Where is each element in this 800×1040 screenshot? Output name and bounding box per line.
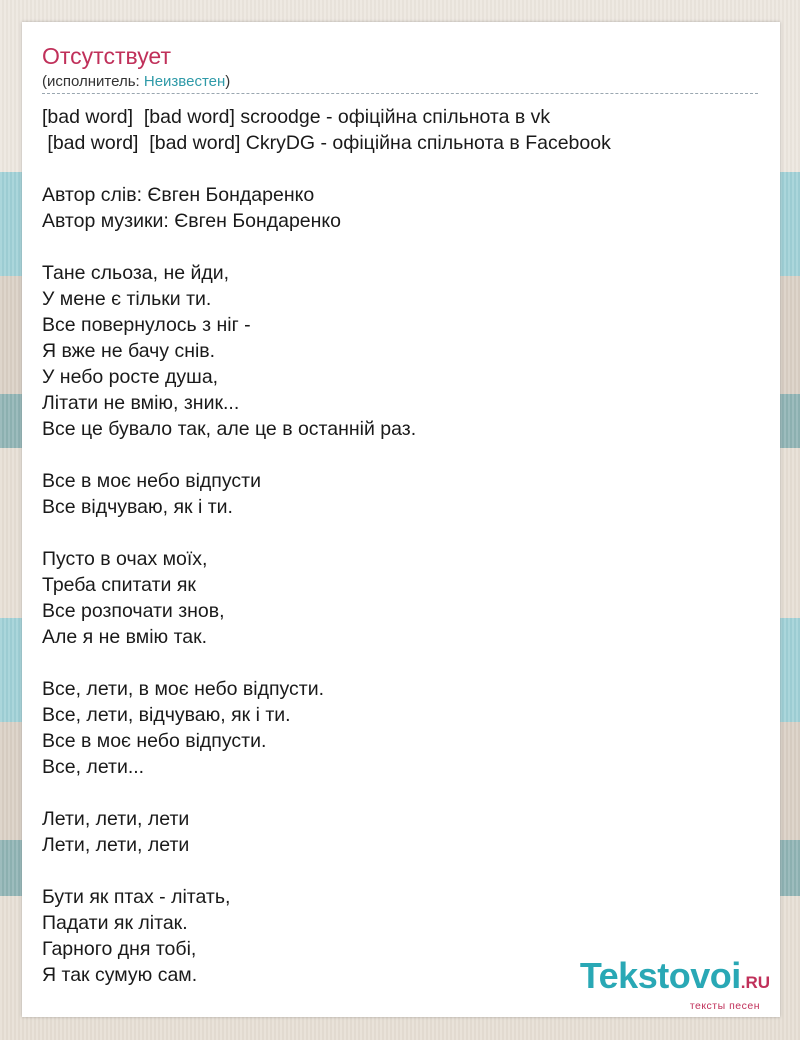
- lyric-blank-line: [42, 780, 762, 806]
- artist-prefix: (исполнитель:: [42, 73, 144, 90]
- lyric-line: Все, лети, відчуваю, як і ти.: [42, 704, 291, 726]
- lyric-line: Лети, лети, лети: [42, 808, 190, 830]
- lyric-line: Я так сумую сам.: [42, 964, 198, 986]
- lyric-line: Треба спитати як: [42, 574, 196, 596]
- artist-suffix: ): [225, 73, 231, 90]
- lyric-line: Автор музики: Євген Бондаренко: [42, 210, 342, 232]
- lyric-blank-line: [42, 234, 762, 260]
- lyric-line: Я вже не бачу снів.: [42, 340, 216, 362]
- logo-name: Tekstovoi: [579, 955, 741, 996]
- lyric-line: Автор слів: Євген Бондаренко: [42, 184, 315, 206]
- lyric-blank-line: [42, 156, 762, 182]
- lyric-line: Падати як літак.: [42, 912, 188, 934]
- artist-line: [42, 73, 230, 90]
- lyrics-text: [42, 104, 762, 988]
- lyric-line: Все розпочати знов,: [42, 600, 225, 622]
- lyric-blank-line: [42, 442, 762, 468]
- lyric-blank-line: [42, 650, 762, 676]
- artist-link[interactable]: Неизвестен: [143, 73, 226, 90]
- logo-tld: .RU: [740, 973, 770, 992]
- lyric-line: [bad word] [bad word] CkryDG - офіційна спільнота в Facebook: [42, 132, 611, 154]
- lyric-line: Все, лети, в моє небо відпусти.: [42, 678, 325, 700]
- site-logo[interactable]: [580, 955, 770, 997]
- lyric-line: Літати не вмію, зник...: [42, 392, 240, 414]
- song-title: Отсутствует: [42, 43, 171, 69]
- dashed-divider: [42, 93, 758, 94]
- lyric-line: Тане сльоза, не йди,: [42, 262, 230, 284]
- lyric-line: Бути як птах - літать,: [42, 886, 231, 908]
- lyric-line: У мене є тільки ти.: [42, 288, 212, 310]
- lyric-line: Гарного дня тобі,: [42, 938, 197, 960]
- lyric-line: Лети, лети, лети: [42, 834, 190, 856]
- lyric-line: Все повернулось з ніг -: [42, 314, 251, 336]
- lyric-line: [bad word] [bad word] scroodge - офіційна спільнота в vk: [42, 106, 551, 128]
- logo-tagline: тексты песен: [689, 1000, 760, 1012]
- lyric-blank-line: [42, 858, 762, 884]
- lyric-line: Пусто в очах моїх,: [42, 548, 208, 570]
- lyric-line: Все в моє небо відпусти: [42, 470, 261, 492]
- lyric-blank-line: [42, 520, 762, 546]
- lyric-line: Все це бувало так, але це в останній раз.: [42, 418, 417, 440]
- lyric-line: Все відчуваю, як і ти.: [42, 496, 233, 518]
- lyrics-card: [22, 22, 780, 1017]
- lyric-line: Все в моє небо відпусти.: [42, 730, 267, 752]
- lyric-line: Все, лети...: [42, 756, 145, 778]
- lyric-line: Але я не вмію так.: [42, 626, 208, 648]
- lyric-line: У небо росте душа,: [42, 366, 219, 388]
